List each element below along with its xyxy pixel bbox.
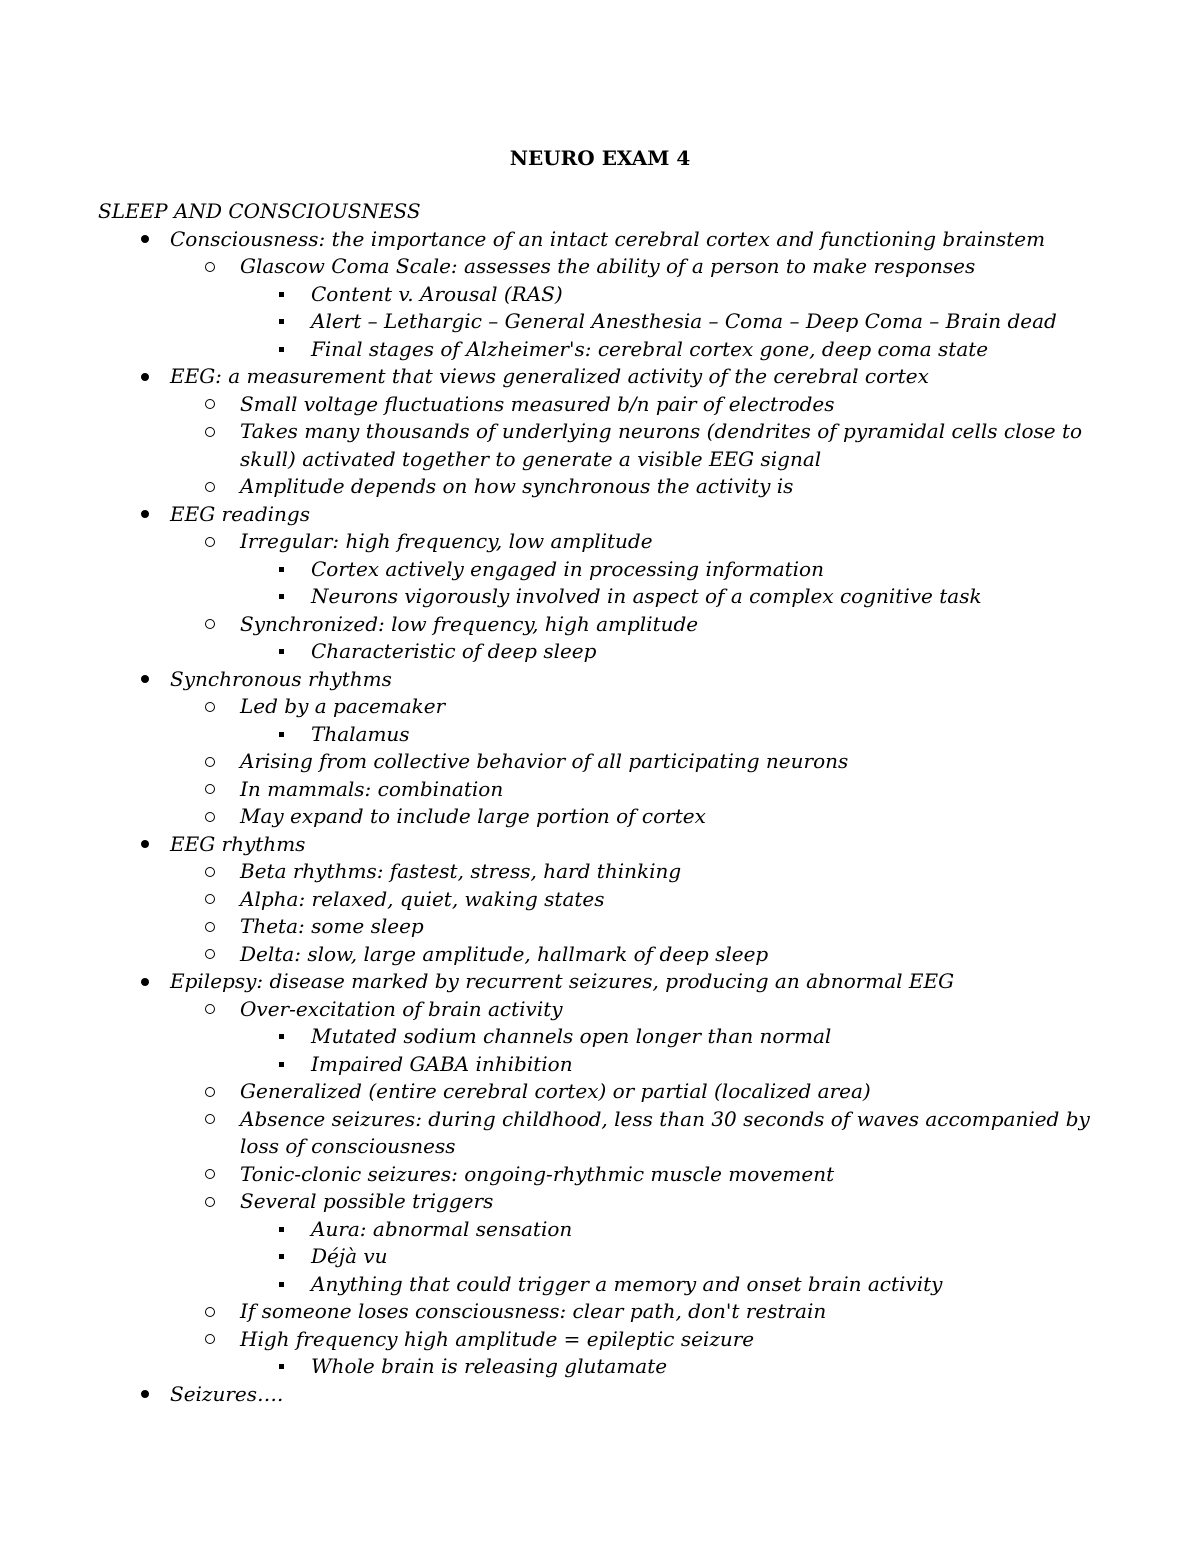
hollow-circle-bullet-icon: [202, 1106, 218, 1134]
outline-item-level-3: [0, 281, 1091, 309]
outline-item-text: Characteristic of deep sleep: [311, 639, 597, 663]
square-bullet-icon: [274, 721, 288, 749]
outline-item-level-2: [0, 418, 1100, 473]
outline-item-level-3: [0, 1023, 1091, 1051]
outline-item-text: Alpha: relaxed, quiet, waking states: [240, 886, 605, 911]
outline-item-level-3: [0, 556, 1091, 584]
outline-item-text: Takes many thousands of underlying neurons (dendrites of pyramidal cells close to skull) activated together to generate a visible EEG signal: [240, 419, 1083, 471]
outline-item-level-2: [0, 1326, 1100, 1354]
square-bullet-icon: [274, 1051, 288, 1079]
outline-item-level-3: [0, 1271, 1091, 1299]
hollow-circle-bullet-icon: [202, 693, 218, 721]
hollow-circle-bullet-icon: [202, 1298, 218, 1326]
outline-item-level-1: [0, 968, 1090, 996]
square-bullet-icon: [274, 1353, 288, 1381]
filled-bullet-icon: [138, 666, 152, 694]
filled-bullet-icon: [138, 226, 152, 254]
outline-item-level-2: [0, 803, 1100, 831]
hollow-circle-bullet-icon: [202, 803, 218, 831]
outline-item-level-2: [0, 253, 1100, 281]
page-title: NEURO EXAM 4: [509, 146, 691, 170]
filled-bullet-icon: [138, 1381, 152, 1409]
outline-item-text: Several possible triggers: [240, 1189, 494, 1213]
outline-item-text: EEG: a measurement that views generalized activity of the cerebral cortex: [170, 364, 929, 388]
hollow-circle-bullet-icon: [202, 528, 218, 556]
outline-item-text: May expand to include large portion of cortex: [240, 804, 706, 828]
outline-item-text: Aura: abnormal sensation: [311, 1216, 573, 1241]
outline-item-text: Seizures….: [170, 1381, 284, 1406]
outline-item-level-1: [0, 666, 1090, 694]
outline-item-level-2: [0, 996, 1100, 1024]
outline-item-level-2: [0, 776, 1100, 804]
outline-item-level-2: [0, 1188, 1100, 1216]
outline-item-level-3: [0, 1216, 1091, 1244]
square-bullet-icon: [274, 1023, 288, 1051]
outline-item-level-1: [0, 226, 1090, 254]
outline-item-text: Thalamus: [311, 721, 410, 746]
outline-item-level-3: [0, 336, 1091, 364]
outline-item-level-2: [0, 1078, 1100, 1106]
outline-item-text: Generalized (entire cerebral cortex) or partial (localized area): [240, 1079, 871, 1103]
outline-item-level-2: [0, 858, 1100, 886]
outline-item-text: Led by a pacemaker: [240, 694, 446, 718]
filled-bullet-icon: [138, 501, 152, 529]
outline-item-text: Alert – Lethargic – General Anesthesia – Coma – Deep Coma – Brain dead: [311, 309, 1057, 333]
hollow-circle-bullet-icon: [202, 253, 218, 281]
square-bullet-icon: [274, 556, 288, 584]
outline-item-text: If someone loses consciousness: clear path, don't restrain: [240, 1299, 827, 1323]
outline-item-text: Tonic-clonic seizures: ongoing-rhythmic muscle movement: [240, 1161, 835, 1186]
hollow-circle-bullet-icon: [202, 996, 218, 1024]
outline-item-text: Over-excitation of brain activity: [240, 996, 563, 1021]
outline-item-level-1: [0, 831, 1090, 859]
outline-item-text: In mammals: combination: [240, 776, 504, 801]
hollow-circle-bullet-icon: [202, 418, 218, 446]
outline-item-level-3: [0, 583, 1091, 611]
outline-item-text: Synchronized: low frequency, high amplitude: [240, 611, 699, 636]
outline-item-text: EEG readings: [170, 501, 310, 526]
outline-item-level-2: [0, 1106, 1100, 1161]
outline-item-level-1: [0, 363, 1090, 391]
notes-outline: [0, 226, 1200, 1409]
square-bullet-icon: [274, 638, 288, 666]
outline-item-text: Beta rhythms: fastest, stress, hard thinking: [240, 859, 682, 883]
hollow-circle-bullet-icon: [202, 886, 218, 914]
outline-item-level-2: [0, 528, 1100, 556]
outline-item-level-3: [0, 1051, 1091, 1079]
square-bullet-icon: [274, 336, 288, 364]
outline-item-level-2: [0, 1298, 1100, 1326]
filled-bullet-icon: [138, 968, 152, 996]
square-bullet-icon: [274, 1271, 288, 1299]
hollow-circle-bullet-icon: [202, 748, 218, 776]
outline-item-text: Theta: some sleep: [240, 914, 424, 938]
filled-bullet-icon: [138, 363, 152, 391]
square-bullet-icon: [274, 583, 288, 611]
outline-item-text: Amplitude depends on how synchronous the activity is: [240, 474, 794, 498]
outline-item-text: Arising from collective behavior of all participating neurons: [240, 749, 849, 773]
hollow-circle-bullet-icon: [202, 611, 218, 639]
hollow-circle-bullet-icon: [202, 858, 218, 886]
outline-item-level-1: [0, 501, 1090, 529]
hollow-circle-bullet-icon: [202, 473, 218, 501]
outline-item-level-2: [0, 886, 1100, 914]
outline-item-text: Whole brain is releasing glutamate: [311, 1354, 668, 1378]
square-bullet-icon: [274, 1243, 288, 1271]
hollow-circle-bullet-icon: [202, 913, 218, 941]
filled-bullet-icon: [138, 831, 152, 859]
outline-item-level-3: [0, 721, 1091, 749]
hollow-circle-bullet-icon: [202, 1078, 218, 1106]
outline-item-level-2: [0, 748, 1100, 776]
outline-item-level-2: [0, 693, 1100, 721]
outline-item-text: Absence seizures: during childhood, less than 30 seconds of waves accompanied by loss of consciousness: [240, 1106, 1090, 1158]
outline-item-text: Content v. Arousal (RAS): [311, 281, 563, 306]
outline-item-text: Delta: slow, large amplitude, hallmark of deep sleep: [240, 941, 769, 966]
outline-item-text: EEG rhythms: [170, 831, 306, 856]
outline-item-text: Epilepsy: disease marked by recurrent seizures, producing an abnormal EEG: [170, 969, 955, 993]
square-bullet-icon: [274, 308, 288, 336]
outline-item-level-2: [0, 913, 1100, 941]
outline-item-level-3: [0, 1353, 1091, 1381]
outline-item-level-2: [0, 941, 1100, 969]
outline-item-level-2: [0, 611, 1100, 639]
section-heading: SLEEP AND CONSCIOUSNESS: [98, 199, 421, 223]
outline-item-level-3: [0, 1243, 1091, 1271]
outline-item-text: High frequency high amplitude = epileptic seizure: [240, 1326, 755, 1351]
outline-item-text: Synchronous rhythms: [170, 666, 392, 691]
outline-item-text: Consciousness: the importance of an intact cerebral cortex and functioning brainstem: [170, 226, 1046, 251]
outline-item-text: Anything that could trigger a memory and onset brain activity: [311, 1271, 943, 1296]
outline-item-text: Impaired GABA inhibition: [311, 1051, 573, 1076]
hollow-circle-bullet-icon: [202, 941, 218, 969]
outline-item-level-2: [0, 1161, 1100, 1189]
hollow-circle-bullet-icon: [202, 1326, 218, 1354]
square-bullet-icon: [274, 281, 288, 309]
hollow-circle-bullet-icon: [202, 1188, 218, 1216]
outline-item-text: Déjà vu: [311, 1244, 388, 1268]
hollow-circle-bullet-icon: [202, 1161, 218, 1189]
square-bullet-icon: [274, 1216, 288, 1244]
outline-item-text: Irregular: high frequency, low amplitude: [240, 529, 653, 553]
outline-item-text: Mutated sodium channels open longer than normal: [311, 1024, 832, 1048]
outline-item-level-2: [0, 473, 1100, 501]
outline-item-level-2: [0, 391, 1100, 419]
outline-item-text: Neurons vigorously involved in aspect of a complex cognitive task: [311, 584, 982, 608]
outline-item-text: Cortex actively engaged in processing information: [311, 556, 824, 581]
outline-item-level-1: [0, 1381, 1090, 1409]
outline-item-text: Small voltage fluctuations measured b/n pair of electrodes: [240, 391, 835, 416]
outline-item-level-3: [0, 308, 1091, 336]
outline-item-text: Final stages of Alzheimer's: cerebral cortex gone, deep coma state: [311, 336, 989, 361]
hollow-circle-bullet-icon: [202, 776, 218, 804]
outline-item-text: Glascow Coma Scale: assesses the ability of a person to make responses: [240, 254, 976, 278]
hollow-circle-bullet-icon: [202, 391, 218, 419]
outline-item-level-3: [0, 638, 1091, 666]
